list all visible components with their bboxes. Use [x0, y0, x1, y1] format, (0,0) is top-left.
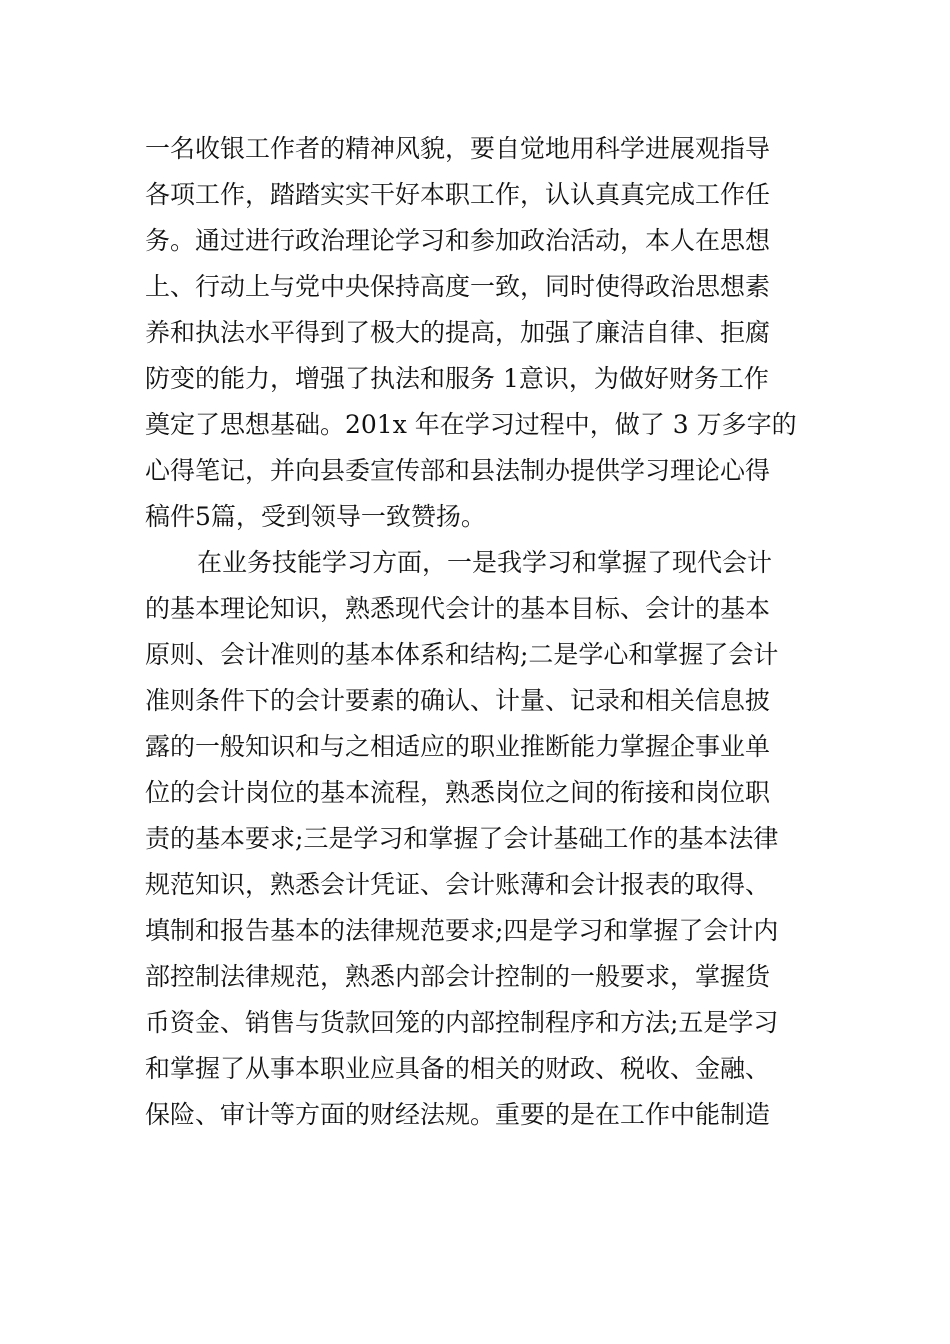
text-line: 稿件5篇，受到领导一致赞扬。 [145, 502, 486, 531]
text-line: 上、行动上与党中央保持高度一致，同时使得政治思想素 [145, 272, 771, 301]
body-text [145, 126, 810, 1138]
paragraph-2 [145, 540, 810, 1138]
text-line: 位的会计岗位的基本流程，熟悉岗位之间的衔接和岗位职 [145, 778, 771, 807]
text-line: 一名收银工作者的精神风貌，要自觉地用科学进展观指导 [145, 134, 771, 163]
text-line: 准则条件下的会计要素的确认、计量、记录和相关信息披 [145, 686, 771, 715]
text-line: 务。通过进行政治理论学习和参加政治活动，本人在思想 [145, 226, 771, 255]
text-line: 养和执法水平得到了极大的提高，加强了廉洁自律、拒腐 [145, 318, 771, 347]
text-line: 责的基本要求;三是学习和掌握了会计基础工作的基本法律 [145, 824, 779, 853]
text-line: 币资金、销售与货款回笼的内部控制程序和方法;五是学习 [145, 1008, 779, 1037]
text-line: 心得笔记，并向县委宣传部和县法制办提供学习理论心得 [145, 456, 771, 485]
text-line: 各项工作，踏踏实实干好本职工作，认认真真完成工作任 [145, 180, 771, 209]
text-line: 在业务技能学习方面，一是我学习和掌握了现代会计 [197, 548, 773, 577]
text-line: 防变的能力，增强了执法和服务 1意识，为做好财务工作 [145, 364, 769, 393]
text-line: 和掌握了从事本职业应具备的相关的财政、税收、金融、 [145, 1054, 771, 1083]
text-line: 原则、会计准则的基本体系和结构;二是学心和掌握了会计 [145, 640, 779, 669]
text-line: 规范知识，熟悉会计凭证、会计账薄和会计报表的取得、 [145, 870, 771, 899]
text-line: 奠定了思想基础。201x 年在学习过程中，做了 3 万多字的 [145, 410, 797, 439]
text-line: 部控制法律规范，熟悉内部会计控制的一般要求，掌握货 [145, 962, 771, 991]
text-line: 保险、审计等方面的财经法规。重要的是在工作中能制造 [145, 1100, 771, 1129]
paragraph-1 [145, 126, 810, 540]
text-line: 露的一般知识和与之相适应的职业推断能力掌握企事业单 [145, 732, 771, 761]
text-line: 填制和报告基本的法律规范要求;四是学习和掌握了会计内 [145, 916, 779, 945]
text-line: 的基本理论知识，熟悉现代会计的基本目标、会计的基本 [145, 594, 771, 623]
